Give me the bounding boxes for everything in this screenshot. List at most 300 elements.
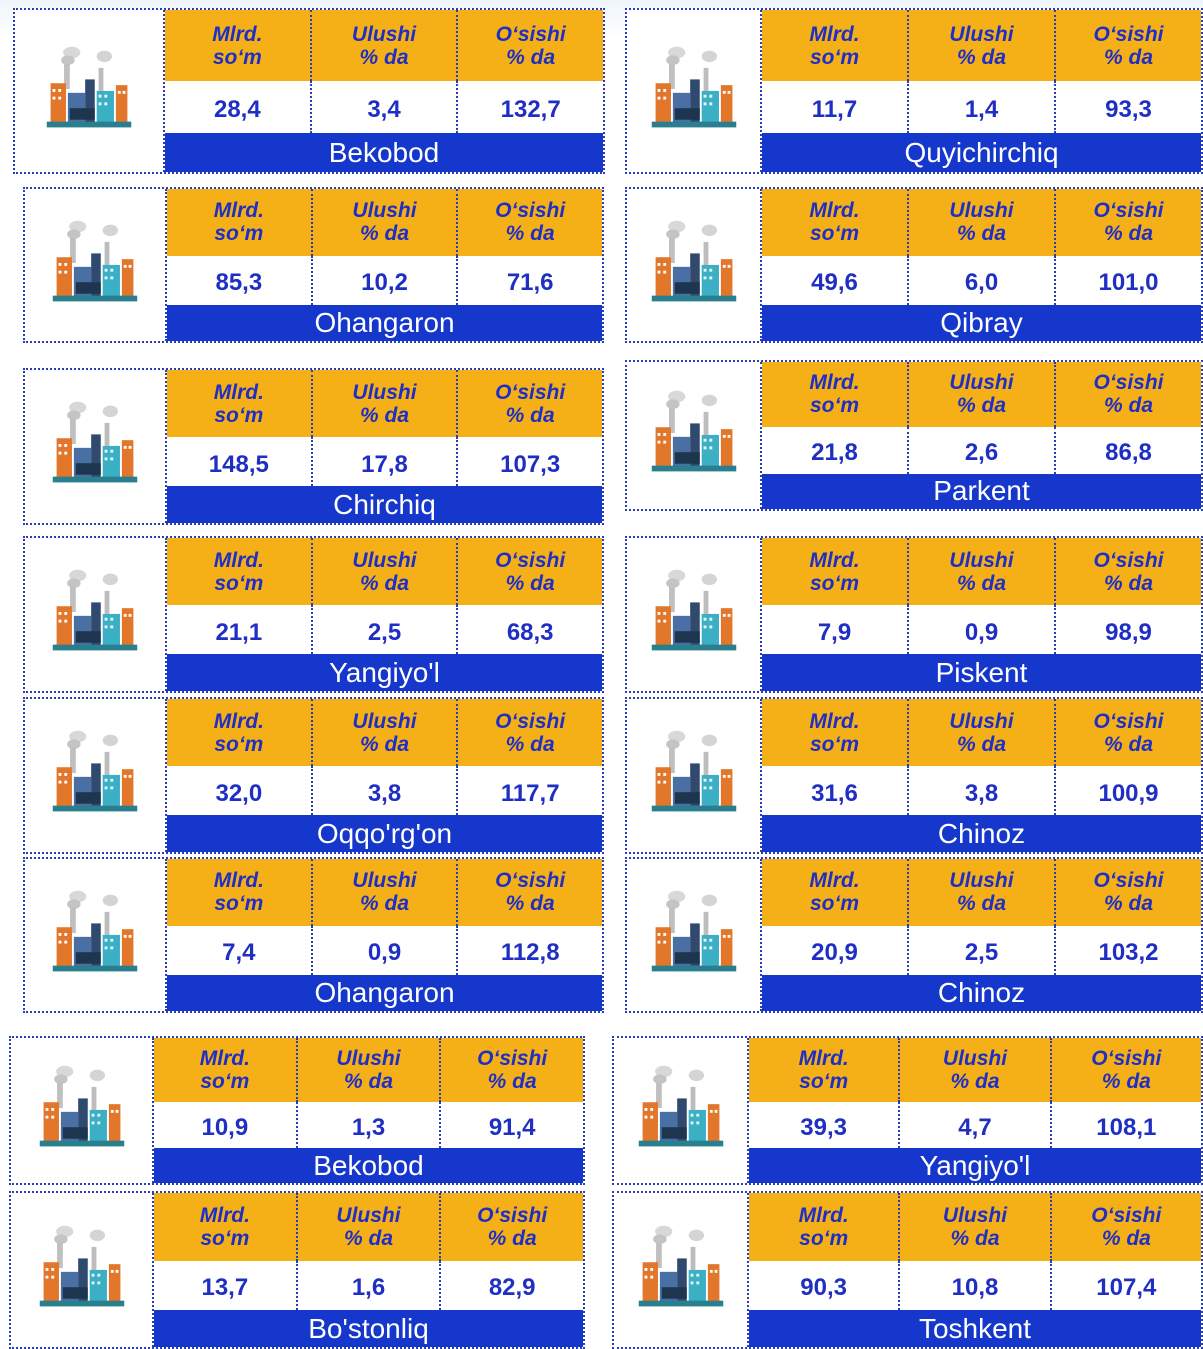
header-ulushi-line2: % da: [360, 222, 410, 246]
header-ulushi-line1: Ulushi: [352, 709, 417, 733]
factory-icon: [646, 215, 742, 316]
district-card: [23, 368, 604, 525]
header-osishi-line2: % da: [1103, 571, 1153, 595]
header-osishi-line2: % da: [505, 222, 555, 246]
header-mlrd-line1: Mlrd.: [199, 1046, 250, 1070]
header-osishi-line1: O‘sishi: [477, 1046, 548, 1070]
header-mlrd: [165, 10, 310, 81]
value-ulushi: 3,8: [907, 766, 1054, 815]
value-mlrd: 11,7: [811, 96, 858, 124]
stats-block: [749, 1193, 1201, 1347]
value-osishi: 100,9: [1054, 766, 1201, 815]
header-ulushi-line1: Ulushi: [351, 22, 417, 46]
district-name: Bekobod: [165, 133, 603, 172]
values-row: [167, 766, 602, 815]
header-row: [762, 189, 1201, 256]
header-ulushi-line2: % da: [344, 1226, 394, 1250]
district-card: [23, 536, 604, 693]
header-row: [762, 859, 1201, 926]
header-osishi: [456, 699, 602, 766]
values-row: [167, 605, 602, 654]
header-mlrd-line2: so‘m: [799, 1226, 849, 1250]
stats-block: [762, 189, 1201, 341]
header-osishi-line1: O‘sishi: [1093, 199, 1164, 223]
header-ulushi: [907, 538, 1054, 605]
factory-icon-cell: [25, 699, 167, 852]
district-card: [9, 1191, 585, 1349]
header-ulushi: [907, 859, 1054, 926]
stats-block: [154, 1193, 583, 1347]
header-ulushi-line2: % da: [956, 732, 1006, 756]
header-ulushi-line2: % da: [360, 403, 410, 427]
header-mlrd: [762, 189, 907, 256]
district-card: [23, 857, 604, 1013]
value-osishi: 108,1: [1050, 1102, 1201, 1148]
stats-block: [762, 538, 1201, 691]
header-mlrd-line2: so‘m: [214, 222, 264, 246]
values-row: [762, 256, 1201, 305]
header-osishi-line1: O‘sishi: [495, 869, 566, 893]
header-mlrd: [154, 1193, 296, 1261]
district-card: [625, 360, 1203, 511]
header-osishi: [1054, 10, 1201, 81]
factory-icon-cell: [614, 1038, 749, 1183]
header-mlrd: [749, 1038, 898, 1102]
header-ulushi-line1: Ulushi: [336, 1046, 401, 1070]
values-row: [762, 605, 1201, 654]
stats-block: [165, 10, 603, 172]
value-osishi: 117,7: [456, 766, 602, 815]
value-ulushi: 0,9: [311, 926, 457, 975]
header-osishi: [456, 859, 602, 926]
header-osishi: [456, 538, 602, 605]
factory-icon-cell: [25, 859, 167, 1011]
header-mlrd: [167, 370, 311, 437]
value-ulushi: 1,3: [296, 1102, 440, 1148]
factory-icon: [47, 885, 143, 986]
header-osishi: [1054, 189, 1201, 256]
header-ulushi-line2: % da: [344, 1069, 394, 1093]
factory-icon-cell: [627, 699, 762, 852]
district-card: [9, 1036, 585, 1185]
value-mlrd: 7,4: [222, 939, 256, 967]
value-mlrd: 85,3: [215, 269, 263, 297]
header-mlrd-line2: so‘m: [214, 571, 264, 595]
header-mlrd: [167, 538, 311, 605]
factory-icon: [47, 725, 143, 826]
header-osishi-line2: % da: [1101, 1226, 1151, 1250]
value-ulushi: 10,8: [898, 1261, 1049, 1310]
header-mlrd-line1: Mlrd.: [213, 199, 264, 223]
header-ulushi-line2: % da: [956, 394, 1006, 418]
value-osishi: 103,2: [1054, 926, 1201, 975]
district-name: Bekobod: [154, 1148, 583, 1183]
district-card: [612, 1191, 1203, 1349]
district-card: [625, 187, 1203, 343]
header-mlrd-line2: so‘m: [809, 45, 859, 69]
header-mlrd-line1: Mlrd.: [798, 1203, 849, 1227]
district-name: Ohangaron: [167, 305, 602, 341]
header-osishi-line1: O‘sishi: [1091, 1046, 1162, 1070]
stats-block: [167, 699, 602, 852]
values-row: [749, 1261, 1201, 1310]
header-osishi: [1054, 362, 1201, 427]
header-ulushi: [296, 1193, 440, 1261]
header-mlrd: [762, 10, 907, 81]
district-card: [625, 857, 1203, 1013]
header-ulushi-line2: % da: [956, 45, 1006, 69]
header-osishi: [439, 1193, 583, 1261]
value-mlrd: 7,9: [817, 618, 852, 646]
values-row: [762, 766, 1201, 815]
value-mlrd: 39,3: [800, 1114, 848, 1141]
header-ulushi-line2: % da: [950, 1226, 1000, 1250]
header-mlrd-line1: Mlrd.: [809, 199, 860, 223]
factory-icon-cell: [627, 362, 762, 509]
factory-icon: [47, 564, 143, 665]
stats-block: [762, 10, 1201, 172]
value-osishi: 112,8: [456, 926, 602, 975]
header-ulushi-line1: Ulushi: [949, 709, 1014, 733]
value-mlrd: 13,7: [201, 1274, 249, 1302]
header-row: [167, 538, 602, 605]
header-osishi-line1: O‘sishi: [1093, 548, 1164, 572]
value-ulushi: 10,2: [311, 256, 457, 305]
header-row: [167, 859, 602, 926]
value-osishi: 91,4: [439, 1102, 583, 1148]
header-mlrd-line2: so‘m: [214, 403, 264, 427]
header-mlrd-line1: Mlrd.: [809, 709, 860, 733]
header-row: [154, 1193, 583, 1261]
district-name: Piskent: [762, 654, 1201, 691]
district-name: Parkent: [762, 474, 1201, 509]
header-osishi-line2: % da: [505, 892, 555, 916]
values-row: [154, 1261, 583, 1310]
district-name: Yangiyo'l: [749, 1148, 1201, 1183]
header-ulushi-line1: Ulushi: [942, 1203, 1008, 1227]
header-ulushi: [311, 859, 457, 926]
header-ulushi-line1: Ulushi: [352, 380, 417, 404]
header-mlrd-line1: Mlrd.: [213, 709, 264, 733]
header-mlrd-line1: Mlrd.: [212, 22, 263, 46]
header-osishi-line1: O‘sishi: [1093, 371, 1164, 395]
stats-block: [167, 538, 602, 691]
value-mlrd: 148,5: [208, 450, 269, 478]
header-osishi-line2: % da: [505, 571, 555, 595]
header-osishi-line2: % da: [505, 732, 555, 756]
header-osishi-line2: % da: [506, 45, 556, 69]
value-mlrd: 90,3: [800, 1274, 848, 1302]
header-mlrd-line2: so‘m: [809, 732, 859, 756]
header-ulushi: [898, 1193, 1049, 1261]
value-ulushi: 2,5: [311, 605, 457, 654]
district-name: Chinoz: [762, 815, 1201, 852]
header-mlrd-line2: so‘m: [212, 45, 262, 69]
header-osishi-line2: % da: [1103, 892, 1153, 916]
header-mlrd-line2: so‘m: [799, 1069, 849, 1093]
header-mlrd-line1: Mlrd.: [199, 1203, 250, 1227]
factory-icon: [646, 885, 742, 986]
header-osishi-line1: O‘sishi: [477, 1203, 548, 1227]
header-ulushi-line1: Ulushi: [336, 1203, 401, 1227]
district-card: [612, 1036, 1203, 1185]
value-osishi: 107,3: [456, 437, 602, 486]
value-mlrd: 21,1: [215, 618, 263, 646]
district-card: [23, 187, 604, 343]
header-ulushi: [311, 538, 457, 605]
value-osishi: 93,3: [1054, 81, 1201, 133]
header-ulushi: [907, 10, 1054, 81]
header-ulushi: [296, 1038, 440, 1102]
header-osishi-line2: % da: [1103, 732, 1153, 756]
header-ulushi-line1: Ulushi: [942, 1046, 1008, 1070]
district-card: [23, 697, 604, 854]
value-osishi: 86,8: [1054, 427, 1201, 474]
factory-icon: [34, 1060, 130, 1161]
values-row: [167, 926, 602, 975]
factory-icon-cell: [627, 859, 762, 1011]
value-mlrd: 21,8: [811, 439, 858, 467]
header-mlrd: [154, 1038, 296, 1102]
value-ulushi: 2,5: [907, 926, 1054, 975]
header-mlrd-line2: so‘m: [200, 1226, 250, 1250]
district-card: [13, 8, 605, 174]
district-card: [625, 536, 1203, 693]
factory-icon-cell: [614, 1193, 749, 1347]
header-ulushi: [310, 10, 457, 81]
header-mlrd: [167, 699, 311, 766]
factory-icon-cell: [627, 189, 762, 341]
factory-icon-cell: [627, 10, 762, 172]
factory-icon: [34, 1220, 130, 1321]
header-mlrd-line2: so‘m: [809, 892, 859, 916]
values-row: [762, 81, 1201, 133]
district-card: [625, 8, 1203, 174]
value-ulushi: 1,6: [296, 1261, 440, 1310]
header-ulushi-line1: Ulushi: [949, 869, 1014, 893]
stats-block: [762, 859, 1201, 1011]
stats-block: [762, 699, 1201, 852]
header-mlrd-line1: Mlrd.: [213, 548, 264, 572]
value-ulushi: 4,7: [898, 1102, 1049, 1148]
header-ulushi: [311, 699, 457, 766]
header-mlrd-line1: Mlrd.: [213, 869, 264, 893]
header-row: [749, 1038, 1201, 1102]
header-ulushi-line1: Ulushi: [949, 22, 1014, 46]
factory-icon: [47, 215, 143, 316]
header-osishi-line1: O‘sishi: [1091, 1203, 1162, 1227]
factory-icon-cell: [15, 10, 165, 172]
value-ulushi: 2,6: [907, 427, 1054, 474]
header-ulushi: [907, 699, 1054, 766]
header-osishi: [456, 10, 603, 81]
header-mlrd-line1: Mlrd.: [809, 869, 860, 893]
header-osishi-line2: % da: [487, 1226, 537, 1250]
value-mlrd: 49,6: [811, 269, 858, 297]
header-row: [762, 538, 1201, 605]
value-mlrd: 10,9: [201, 1114, 249, 1141]
header-ulushi-line1: Ulushi: [949, 199, 1014, 223]
factory-icon: [646, 41, 742, 142]
values-row: [154, 1102, 583, 1148]
header-osishi-line2: % da: [1103, 394, 1153, 418]
header-ulushi-line1: Ulushi: [949, 371, 1014, 395]
factory-icon: [41, 41, 137, 142]
header-osishi: [456, 370, 602, 437]
header-osishi-line1: O‘sishi: [495, 380, 566, 404]
header-mlrd-line2: so‘m: [200, 1069, 250, 1093]
header-row: [749, 1193, 1201, 1261]
factory-icon-cell: [25, 189, 167, 341]
header-ulushi: [898, 1038, 1049, 1102]
header-mlrd-line1: Mlrd.: [809, 22, 860, 46]
header-osishi-line1: O‘sishi: [495, 199, 566, 223]
header-ulushi: [907, 189, 1054, 256]
header-row: [762, 699, 1201, 766]
district-name: Toshkent: [749, 1310, 1201, 1347]
district-card: [625, 697, 1203, 854]
district-name: Qibray: [762, 305, 1201, 341]
values-row: [749, 1102, 1201, 1148]
header-osishi-line1: O‘sishi: [1093, 22, 1164, 46]
header-ulushi-line2: % da: [360, 732, 410, 756]
header-ulushi-line1: Ulushi: [352, 869, 417, 893]
values-row: [167, 437, 602, 486]
header-mlrd-line1: Mlrd.: [213, 380, 264, 404]
factory-icon-cell: [25, 538, 167, 691]
header-ulushi-line1: Ulushi: [352, 548, 417, 572]
header-ulushi-line1: Ulushi: [352, 199, 417, 223]
header-mlrd: [749, 1193, 898, 1261]
value-ulushi: 6,0: [907, 256, 1054, 305]
header-osishi: [1054, 538, 1201, 605]
value-mlrd: 20,9: [811, 939, 858, 967]
values-row: [762, 427, 1201, 474]
value-osishi: 107,4: [1050, 1261, 1201, 1310]
header-ulushi-line2: % da: [956, 892, 1006, 916]
stats-block: [167, 370, 602, 523]
header-mlrd: [762, 538, 907, 605]
header-row: [762, 362, 1201, 427]
value-osishi: 132,7: [456, 81, 603, 133]
header-mlrd: [167, 859, 311, 926]
district-name: Bo'stonliq: [154, 1310, 583, 1347]
header-osishi-line2: % da: [1103, 45, 1153, 69]
header-mlrd-line2: so‘m: [214, 732, 264, 756]
header-osishi: [1054, 859, 1201, 926]
value-ulushi: 17,8: [311, 437, 457, 486]
header-mlrd: [762, 699, 907, 766]
header-osishi-line1: O‘sishi: [495, 22, 566, 46]
header-osishi: [1050, 1038, 1201, 1102]
value-osishi: 98,9: [1054, 605, 1201, 654]
district-name: Quyichirchiq: [762, 133, 1201, 172]
stats-block: [749, 1038, 1201, 1183]
header-osishi-line1: O‘sishi: [495, 548, 566, 572]
header-osishi: [456, 189, 602, 256]
value-osishi: 71,6: [456, 256, 602, 305]
factory-icon: [646, 564, 742, 665]
header-row: [167, 699, 602, 766]
value-ulushi: 3,8: [311, 766, 457, 815]
header-ulushi: [907, 362, 1054, 427]
header-mlrd-line1: Mlrd.: [809, 371, 860, 395]
stats-block: [154, 1038, 583, 1183]
value-mlrd: 28,4: [213, 96, 261, 124]
header-row: [762, 10, 1201, 81]
value-ulushi: 1,4: [907, 81, 1054, 133]
value-osishi: 68,3: [456, 605, 602, 654]
value-osishi: 101,0: [1054, 256, 1201, 305]
district-name: Yangiyo'l: [167, 654, 602, 691]
district-name: Chinoz: [762, 975, 1201, 1011]
header-row: [165, 10, 603, 81]
header-ulushi: [311, 370, 457, 437]
header-mlrd-line1: Mlrd.: [809, 548, 860, 572]
value-ulushi: 0,9: [907, 605, 1054, 654]
header-osishi: [439, 1038, 583, 1102]
header-ulushi-line2: % da: [360, 892, 410, 916]
values-row: [165, 81, 603, 133]
header-ulushi-line2: % da: [956, 222, 1006, 246]
header-mlrd: [167, 189, 311, 256]
factory-icon: [646, 725, 742, 826]
header-osishi: [1050, 1193, 1201, 1261]
header-osishi-line2: % da: [1101, 1069, 1151, 1093]
value-mlrd: 32,0: [215, 779, 263, 807]
header-osishi-line1: O‘sishi: [495, 709, 566, 733]
district-name: Ohangaron: [167, 975, 602, 1011]
stats-block: [167, 189, 602, 341]
header-mlrd: [762, 859, 907, 926]
factory-icon-cell: [627, 538, 762, 691]
header-ulushi-line2: % da: [950, 1069, 1000, 1093]
factory-icon-cell: [11, 1193, 154, 1347]
value-mlrd: 31,6: [811, 779, 858, 807]
header-osishi-line2: % da: [1103, 222, 1153, 246]
header-row: [154, 1038, 583, 1102]
values-row: [167, 256, 602, 305]
header-mlrd-line1: Mlrd.: [798, 1046, 849, 1070]
district-name: Chirchiq: [167, 486, 602, 523]
header-osishi-line2: % da: [505, 403, 555, 427]
header-ulushi: [311, 189, 457, 256]
header-ulushi-line2: % da: [956, 571, 1006, 595]
header-ulushi-line1: Ulushi: [949, 548, 1014, 572]
header-mlrd-line2: so‘m: [809, 222, 859, 246]
header-mlrd-line2: so‘m: [214, 892, 264, 916]
factory-icon-cell: [11, 1038, 154, 1183]
stats-block: [762, 362, 1201, 509]
factory-icon: [633, 1220, 729, 1321]
factory-icon-cell: [25, 370, 167, 523]
factory-icon: [633, 1060, 729, 1161]
header-ulushi-line2: % da: [360, 571, 410, 595]
header-row: [167, 189, 602, 256]
values-row: [762, 926, 1201, 975]
header-mlrd: [762, 362, 907, 427]
district-name: Oqqo'rg'on: [167, 815, 602, 852]
header-osishi-line1: O‘sishi: [1093, 869, 1164, 893]
factory-icon: [47, 396, 143, 497]
header-ulushi-line2: % da: [359, 45, 409, 69]
stats-block: [167, 859, 602, 1011]
factory-icon: [646, 385, 742, 486]
header-osishi: [1054, 699, 1201, 766]
header-mlrd-line2: so‘m: [809, 394, 859, 418]
value-osishi: 82,9: [439, 1261, 583, 1310]
value-ulushi: 3,4: [310, 81, 457, 133]
